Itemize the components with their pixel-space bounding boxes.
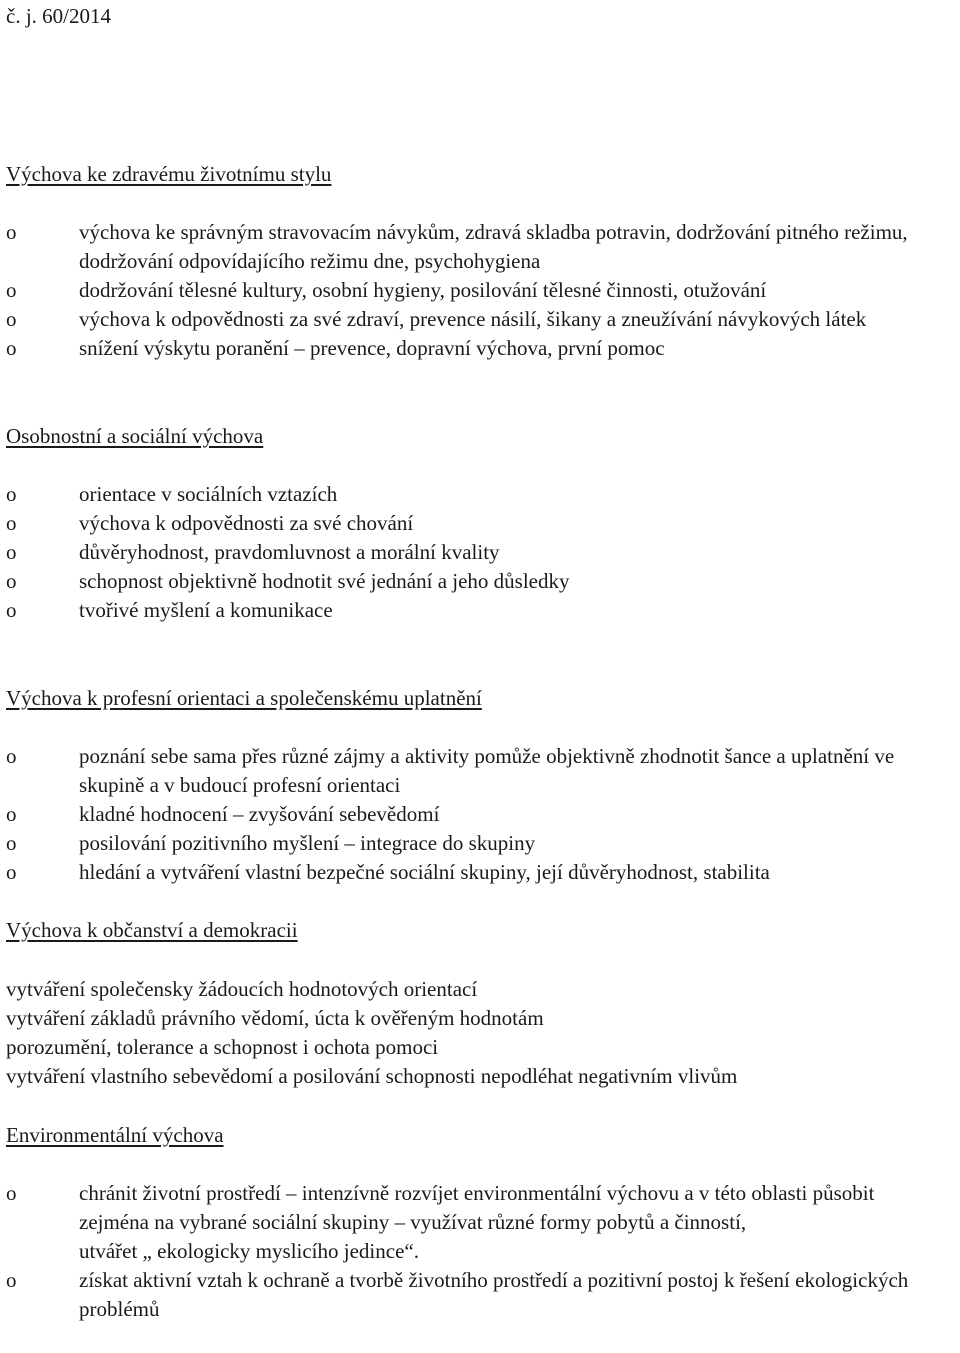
section-list-health <box>6 218 948 363</box>
bullet-marker: o <box>6 831 17 855</box>
bullet-marker: o <box>6 336 17 360</box>
section-lines-citizenship <box>6 975 948 1091</box>
list-item <box>6 742 948 800</box>
list-item <box>6 334 948 363</box>
bullet-marker: o <box>6 307 17 331</box>
list-item <box>6 276 948 305</box>
list-item <box>6 1266 948 1324</box>
list-item-text: snížení výskytu poranění – prevence, dopravní výchova, první pomoc <box>79 336 665 360</box>
bullet-marker: o <box>6 482 17 506</box>
bullet-marker: o <box>6 860 17 884</box>
list-item-text: tvořivé myšlení a komunikace <box>79 598 333 622</box>
list-item-continuation: utvářet „ ekologicky myslicího jedince“. <box>79 1239 419 1263</box>
list-item <box>6 509 948 538</box>
bullet-marker: o <box>6 220 17 244</box>
bullet-marker: o <box>6 1268 17 1292</box>
list-item-text: kladné hodnocení – zvyšování sebevědomí <box>79 802 440 826</box>
section-list-career <box>6 742 948 887</box>
section-heading-personal: Osobnostní a sociální výchova <box>6 424 264 448</box>
list-item <box>6 305 948 334</box>
list-item <box>6 1179 948 1266</box>
bullet-marker: o <box>6 1181 17 1205</box>
list-item-text: schopnost objektivně hodnotit své jednání a jeho důsledky <box>79 569 570 593</box>
list-item <box>6 538 948 567</box>
list-item-text: posilování pozitivního myšlení – integrace do skupiny <box>79 831 536 855</box>
list-item <box>6 218 948 276</box>
bullet-marker: o <box>6 278 17 302</box>
list-item-text: důvěryhodnost, pravdomluvnost a morální kvality <box>79 540 500 564</box>
bullet-marker: o <box>6 511 17 535</box>
section-list-personal <box>6 480 948 625</box>
bullet-marker: o <box>6 569 17 593</box>
bullet-marker: o <box>6 540 17 564</box>
section-heading-environment: Environmentální výchova <box>6 1123 224 1147</box>
section-list-environment <box>6 1179 948 1324</box>
section-heading-citizenship: Výchova k občanství a demokracii <box>6 918 298 942</box>
text-line: vytváření vlastního sebevědomí a posilování schopnosti nepodléhat negativním vlivům <box>6 1064 738 1088</box>
list-item-text: výchova k odpovědnosti za své chování <box>79 511 414 535</box>
list-item <box>6 480 948 509</box>
text-line: porozumění, tolerance a schopnost i ochota pomoci <box>6 1035 439 1059</box>
bullet-marker: o <box>6 744 17 768</box>
list-item-text: orientace v sociálních vztazích <box>79 482 338 506</box>
list-item <box>6 567 948 596</box>
section-heading-career: Výchova k profesní orientaci a společenskému uplatnění <box>6 686 482 710</box>
list-item <box>6 800 948 829</box>
text-line: vytváření společensky žádoucích hodnotových orientací <box>6 977 478 1001</box>
list-item <box>6 596 948 625</box>
bullet-marker: o <box>6 598 17 622</box>
list-item-text: chránit životní prostředí – intenzívně rozvíjet environmentální výchovu a v této oblasti působit zejména na vybrané sociální skupiny – využívat různé formy pobytů a činností, <box>79 1181 875 1234</box>
list-item <box>6 829 948 858</box>
list-item <box>6 858 948 887</box>
bullet-marker: o <box>6 802 17 826</box>
list-item-text: dodržování tělesné kultury, osobní hygieny, posilování tělesné činnosti, otužování <box>79 278 767 302</box>
text-line: vytváření základů právního vědomí, úcta k ověřeným hodnotám <box>6 1006 544 1030</box>
list-item-text: výchova k odpovědnosti za své zdraví, prevence násilí, šikany a zneužívání návykových látek <box>79 307 867 331</box>
list-item-text: poznání sebe sama přes různé zájmy a aktivity pomůže objektivně zhodnotit šance a uplatnění ve skupině a v budoucí profesní orientaci <box>79 744 895 797</box>
section-heading-health: Výchova ke zdravému životnímu stylu <box>6 162 332 186</box>
list-item-text: získat aktivní vztah k ochraně a tvorbě životního prostředí a pozitivní postoj k řešení ekologických problémů <box>79 1268 909 1321</box>
list-item-text: výchova ke správným stravovacím návykům, zdravá skladba potravin, dodržování pitného režimu, dodržování odpovídajícího režimu dne, psychohygiena <box>79 220 908 273</box>
document-reference-number: č. j. 60/2014 <box>6 4 111 28</box>
list-item-text: hledání a vytváření vlastní bezpečné sociální skupiny, její důvěryhodnost, stabilita <box>79 860 770 884</box>
